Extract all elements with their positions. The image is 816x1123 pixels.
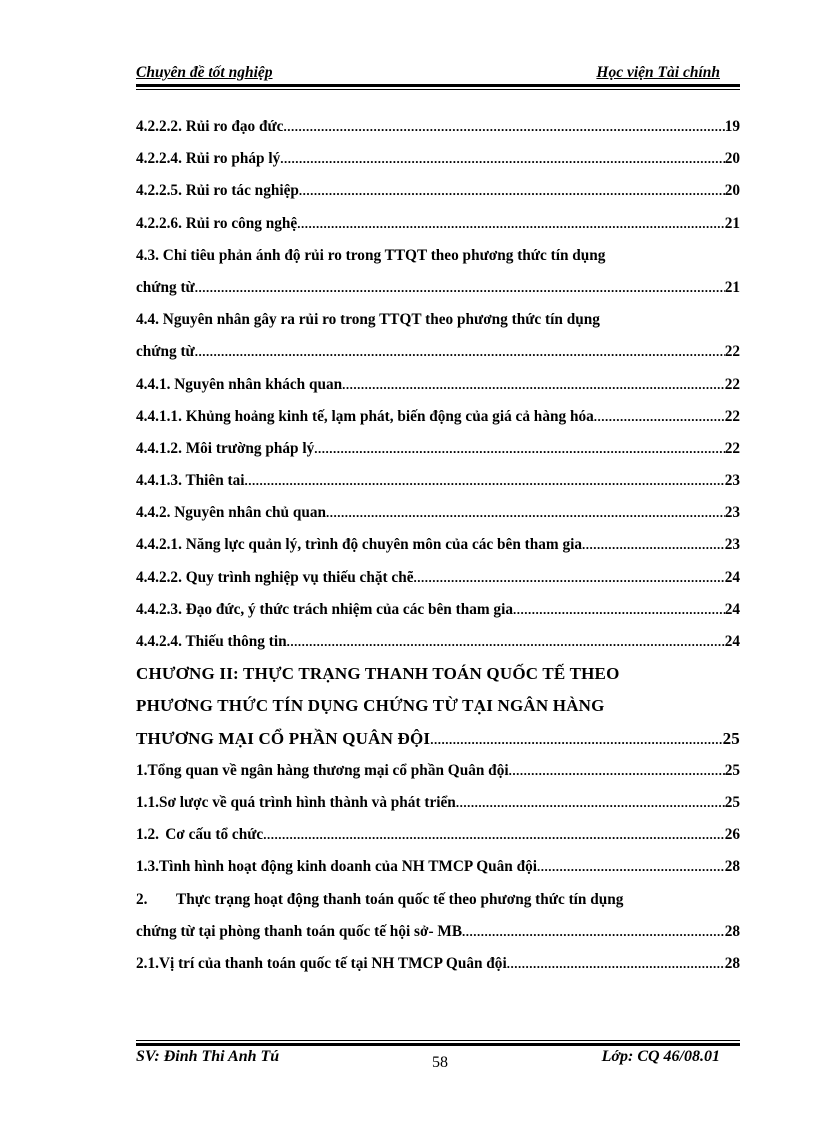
toc-entry-text: chứng từ — [136, 343, 195, 361]
toc-entry-page: 28 — [724, 922, 740, 940]
toc-entry — [136, 916, 740, 948]
toc-leader-dots — [283, 111, 724, 143]
toc-leader-dots — [297, 208, 725, 240]
toc-entry-text: 4.2.2.6. Rủi ro công nghệ — [136, 214, 298, 232]
toc-entry-page: 22 — [724, 375, 740, 393]
toc-entry-page: 20 — [724, 150, 740, 168]
toc-entry-text: Cơ cấu tổ chức — [165, 826, 264, 844]
toc-entry — [136, 175, 740, 207]
toc-leader-dots — [537, 851, 725, 883]
toc-chapter-heading — [136, 723, 740, 755]
toc-leader-dots — [582, 529, 725, 561]
toc-entry-number: 1.3. — [136, 858, 159, 876]
toc-entry-page: 23 — [724, 536, 740, 554]
toc-entry — [136, 497, 740, 529]
footer-rule-thin — [136, 1040, 740, 1041]
toc-entry-text: 4.2.2.4. Rủi ro pháp lý — [136, 150, 281, 168]
toc-leader-dots — [462, 916, 725, 948]
toc-leader-dots — [342, 369, 725, 401]
toc-entry — [136, 465, 740, 497]
toc-entry-text: 4.4.2.2. Quy trình nghiệp vụ thiếu chặt chẽ — [136, 568, 414, 586]
toc-entry-text: CHƯƠNG II: THỰC TRẠNG THANH TOÁN QUỐC TẾ THEO — [136, 664, 620, 684]
toc-leader-dots — [195, 336, 725, 368]
toc-leader-dots — [507, 948, 725, 980]
toc-entry-text: Tình hình hoạt động kinh doanh của NH TMCP Quân đội — [158, 858, 538, 876]
toc-entry — [136, 401, 740, 433]
toc-entry-page: 24 — [724, 600, 740, 618]
toc-entry-text: Sơ lược về quá trình hình thành và phát triển — [158, 793, 456, 811]
footer-class: Lớp: CQ 46/08.01 — [601, 1048, 720, 1065]
toc-entry — [136, 948, 740, 980]
toc-leader-dots — [456, 787, 725, 819]
toc-entry-text: 4.4.1. Nguyên nhân khách quan — [136, 375, 343, 393]
toc-entry-number: 2. — [136, 890, 148, 908]
page-footer — [136, 1048, 740, 1078]
toc-entry-text: chứng từ — [136, 278, 195, 296]
toc-entry — [136, 369, 740, 401]
toc-entry-page: 25 — [724, 793, 740, 811]
header-left-title: Chuyên đề tốt nghiệp — [136, 64, 273, 81]
header-rule-thin — [136, 89, 740, 90]
toc-entry — [136, 819, 740, 851]
toc-entry-number: 1.1. — [136, 793, 159, 811]
toc-entry-number: 1. — [136, 761, 148, 779]
toc-leader-dots — [414, 562, 725, 594]
toc-entry-text: THƯƠNG MẠI CỔ PHẦN QUÂN ĐỘI — [136, 728, 431, 748]
toc-entry-page: 23 — [724, 504, 740, 522]
toc-leader-dots — [326, 497, 725, 529]
header-right-title: Học viện Tài chính — [596, 64, 720, 81]
toc-chapter-heading — [136, 690, 740, 722]
toc-leader-dots — [594, 401, 725, 433]
toc-leader-dots — [513, 594, 725, 626]
toc-entry-page: 21 — [724, 278, 740, 296]
toc-entry-page: 28 — [724, 954, 740, 972]
toc-entry-text: 4.4.1.1. Khủng hoảng kinh tế, lạm phát, biến động của giá cả hàng hóa — [136, 407, 594, 425]
toc-leader-dots — [280, 143, 724, 175]
toc-entry-page: 20 — [724, 182, 740, 200]
toc-leader-dots — [195, 272, 725, 304]
toc-entry-heading — [136, 240, 740, 272]
toc-entry-page: 28 — [724, 858, 740, 876]
toc-entry-page: 22 — [724, 439, 740, 457]
header-rule-thick — [136, 84, 740, 87]
toc-leader-dots — [509, 755, 725, 787]
page-header — [136, 64, 740, 84]
toc-entry-heading — [136, 304, 740, 336]
toc-entry-text: 4.4.1.2. Môi trường pháp lý — [136, 439, 315, 457]
toc-entry — [136, 787, 740, 819]
toc-entry-page: 25 — [722, 728, 740, 748]
toc-entry-text: 4.2.2.2. Rủi ro đạo đức — [136, 118, 284, 135]
toc-entry-page: 24 — [724, 568, 740, 586]
toc-entry — [136, 626, 740, 658]
toc-leader-dots — [287, 626, 725, 658]
toc-entry-heading — [136, 884, 740, 916]
toc-entry — [136, 433, 740, 465]
toc-entry-page: 25 — [724, 761, 740, 779]
toc-entry-text: 4.4. Nguyên nhân gây ra rủi ro trong TTQT theo phương thức tín dụng — [136, 311, 600, 329]
toc-entry-page: 24 — [724, 633, 740, 650]
toc-entry-page: 26 — [724, 826, 740, 844]
toc-entry-page: 23 — [724, 472, 740, 490]
toc-entry-text: 4.3. Chỉ tiêu phản ánh độ rủi ro trong TTQT theo phương thức tín dụng — [136, 246, 606, 264]
toc-entry-number: 1.2. — [136, 826, 159, 844]
toc-entry-page: 22 — [724, 343, 740, 361]
toc-entry-text: Tổng quan về ngân hàng thương mại cổ phần Quân đội — [147, 761, 509, 779]
toc-entry — [136, 562, 740, 594]
toc-entry — [136, 111, 740, 143]
toc-leader-dots — [245, 465, 725, 497]
toc-entry — [136, 272, 740, 304]
footer-rule-thick — [136, 1043, 740, 1046]
toc-chapter-heading — [136, 658, 740, 690]
toc-entry-page: 22 — [724, 407, 740, 425]
toc-entry-page: 21 — [724, 214, 740, 232]
toc-leader-dots — [430, 724, 722, 756]
toc-entry — [136, 755, 740, 787]
footer-page-number: 58 — [432, 1054, 448, 1071]
toc-entry — [136, 594, 740, 626]
table-of-contents — [136, 111, 740, 980]
toc-entry-number: 2.1. — [136, 954, 159, 972]
toc-entry — [136, 208, 740, 240]
footer-student-name: SV: Đinh Thi Anh Tú — [136, 1048, 280, 1065]
toc-entry-text: 4.4.1.3. Thiên tai — [136, 472, 245, 490]
toc-entry — [136, 851, 740, 883]
toc-entry-text: chứng từ tại phòng thanh toán quốc tế hội sở- MB — [136, 922, 463, 940]
toc-entry-text: Vị trí của thanh toán quốc tế tại NH TMCP Quân đội — [158, 954, 507, 972]
toc-entry-page: 19 — [724, 118, 740, 135]
toc-entry-text: 4.2.2.5. Rủi ro tác nghiệp — [136, 182, 299, 200]
toc-entry-text: 4.4.2. Nguyên nhân chủ quan — [136, 504, 327, 522]
toc-entry-text: PHƯƠNG THỨC TÍN DỤNG CHỨNG TỪ TẠI NGÂN HÀNG — [136, 696, 605, 716]
toc-entry-text: 4.4.2.3. Đạo đức, ý thức trách nhiệm của các bên tham gia — [136, 600, 513, 618]
toc-entry-text: Thực trạng hoạt động thanh toán quốc tế theo phương thức tín dụng — [176, 890, 624, 908]
toc-entry — [136, 336, 740, 368]
toc-leader-dots — [263, 819, 725, 851]
toc-leader-dots — [314, 433, 724, 465]
toc-entry — [136, 529, 740, 561]
toc-entry-text: 4.4.2.4. Thiếu thông tin — [136, 633, 287, 650]
toc-entry-text: 4.4.2.1. Năng lực quản lý, trình độ chuyên môn của các bên tham gia — [136, 536, 583, 554]
toc-entry — [136, 143, 740, 175]
toc-leader-dots — [299, 175, 725, 207]
